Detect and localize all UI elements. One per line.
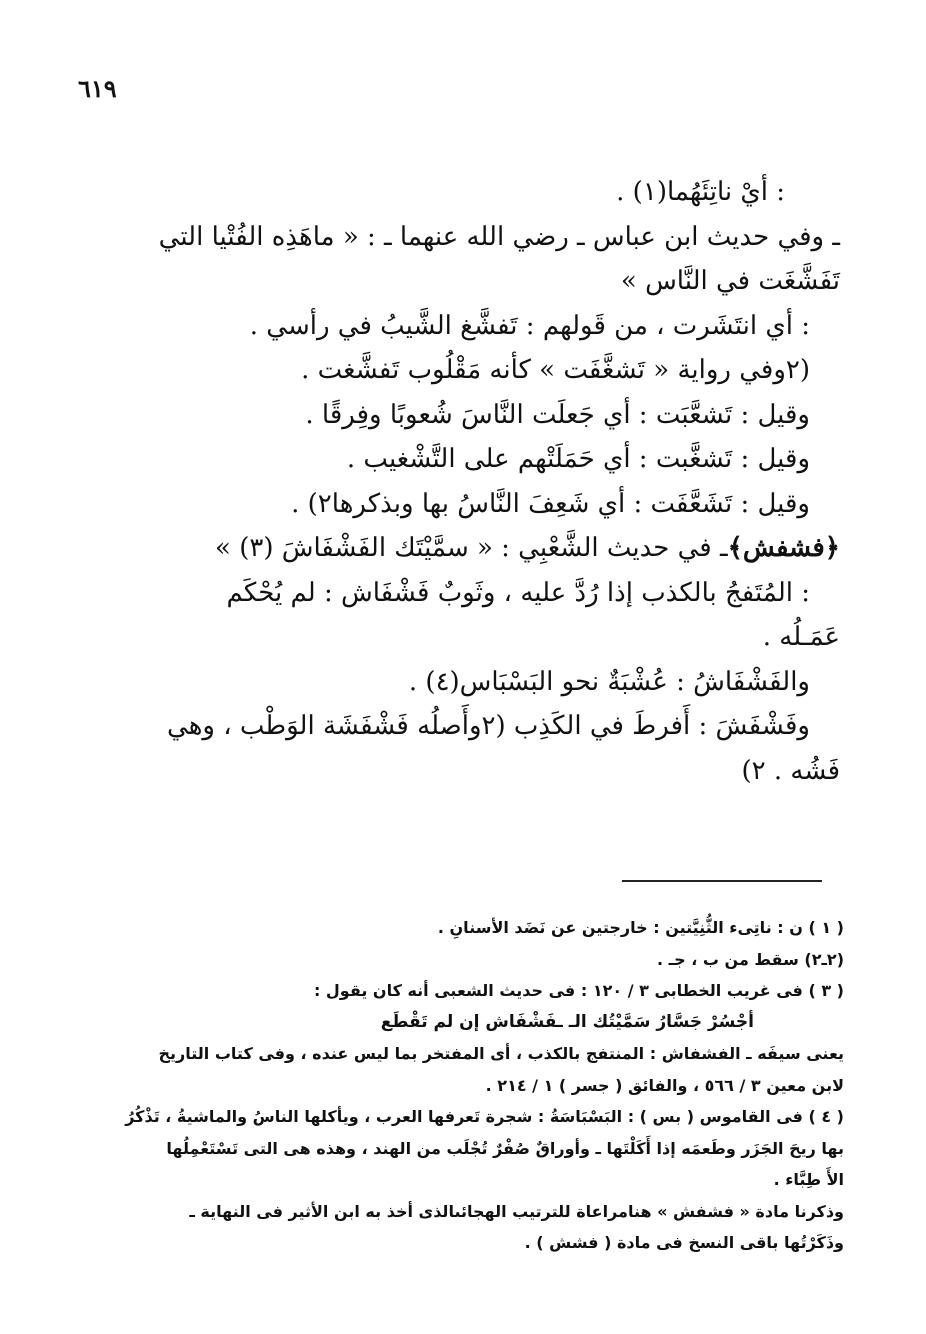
text-line-text: وفَشْفَشَ : أَفرطَ في الكَذِب (٢وأَصلُه فَشْفَشَة الوَطْب ، وهي <box>167 711 810 741</box>
text-line <box>80 526 840 571</box>
footnote-line-text: الأَ طِبَّاء . <box>773 1170 844 1189</box>
footnote-line-text: بها ريحَ الجَزَر وطَعمَه إذا أَكَلْتَها ـ وأوراقٌ صُفْرٌ تُجْلَب من الهند ، وهذه هى التى تَسْتَعْمِلُها <box>166 1138 844 1158</box>
footnote-line <box>74 1196 844 1228</box>
text-line <box>80 348 840 393</box>
entry-headword: ﴿فشفش﴾ <box>727 533 840 563</box>
footnote-line <box>74 912 844 944</box>
text-line <box>80 393 840 438</box>
text-line-text: وقيل : تَشعَّبَت : أي جَعلَت النَّاسَ شُعوبًا وفِرقًا . <box>305 399 810 430</box>
footnote-line-text: وذَكَرْتُها باقى النسخ فى مادة ( فشش ) . <box>524 1233 844 1252</box>
text-line-text: والفَشْفَاشُ : عُشْبَةٌ نحو البَسْبَاس(٤) . <box>408 666 810 697</box>
text-line <box>80 304 840 349</box>
text-line-text: عَمَـلُه . <box>762 622 840 652</box>
text-line-text: ـ وفي حديث ابن عباس ـ رضي الله عنهما ـ : « ماهَذِه الفُتْيا التي <box>158 221 840 252</box>
text-line-text: : أيْ ناتِئَهُما(١) . <box>616 177 785 207</box>
footnote-line-text: ( ٤ ) فى القاموس ( بس ) : البَسْبَاسَةُ : شجرة تَعرفها العرب ، ويأكلها الناسُ والماشيةُ ، تَذْكُرُ <box>125 1107 844 1126</box>
text-line <box>80 615 840 660</box>
footnote-line-text: يعنى سيفَه ـ الفشفاش : المنتفج بالكذب ، أى المفتخر بما ليس عنده ، وفى كتاب التاريخ <box>158 1044 844 1063</box>
text-line-text: وقيل : تَشَعَّفَت : أي شَعِفَ النَّاسُ بها وبذكرها٢) . <box>291 488 810 519</box>
footnote-line-text: لابن معين ٣ / ٥٦٦ ، والفائق ( جسر ) ١ / ٢١٤ . <box>485 1075 844 1095</box>
footnote-line <box>74 1133 844 1165</box>
text-line-text: وقيل : تَشغَّبت : أي حَمَلَتْهم على التَّشْغيب . <box>346 444 810 474</box>
text-line <box>80 170 840 215</box>
text-line <box>80 704 840 749</box>
footnote-line-text: (٢ـ٢) سقط من ب ، جـ . <box>657 949 844 969</box>
text-line-text: فَشُه . ٢) <box>741 755 840 786</box>
footnote-line <box>74 1007 844 1039</box>
text-line-text: : المُتَفجُ بالكذب إذا رُدَّ عليه ، وثَوبٌ فَشْفَاش : لم يُحْكَم <box>226 577 810 608</box>
text-line <box>80 749 840 794</box>
main-text <box>80 170 840 793</box>
text-line <box>80 660 840 705</box>
text-line-text: : أي انتَشَرت ، من قَولهم : تَفشَّغ الشَّيبُ في رأسي . <box>249 310 810 341</box>
text-line-text: تَفَشَّغَت في النَّاس » <box>620 266 840 296</box>
footnote-line <box>74 1101 844 1133</box>
footnote-line-text: ( ٣ ) فى غريب الخطابى ٣ / ١٢٠ : فى حديث الشعبى أنه كان يقول : <box>313 981 844 1000</box>
footnote-line-text: ( ١ ) ن : ناتِىء الثُّنِيَّتين : خارجتين عن نَضَد الأسنانِ . <box>437 918 844 937</box>
text-line <box>80 571 840 616</box>
footnote-line-text: أجْسُرْ جَسَّارُ سَمَّيْتُك الـ ـفَشْفَاش إن لم تَقْطَع <box>380 1011 754 1032</box>
text-line-text: (٢وفي رواية « تَشغَّفَت » كأنه مَقْلُوب تَفشَّغت . <box>301 355 810 385</box>
footnote-line <box>74 1070 844 1102</box>
footnote-line <box>74 944 844 976</box>
footnote-line <box>74 1038 844 1070</box>
text-line-text: ـ في حديث الشَّعْبِي : « سمَّيْتَك الفَشْفَاشَ (٣) » <box>215 533 728 563</box>
text-line <box>80 437 840 482</box>
footnote-line <box>74 1227 844 1259</box>
text-line <box>80 215 840 260</box>
footnote-line-text: وذكرنا مادة « فشفش » هنامراعاة للترتيب الهجائىالذى أخذ به ابن الأثير فى النهاية ـ <box>189 1201 844 1221</box>
text-line <box>80 482 840 527</box>
text-line <box>80 259 840 304</box>
footnotes <box>74 912 844 1259</box>
footnote-separator <box>622 880 822 882</box>
footnote-line <box>74 975 844 1007</box>
footnote-line <box>74 1164 844 1196</box>
page-number: ٦١٩ <box>78 74 117 103</box>
